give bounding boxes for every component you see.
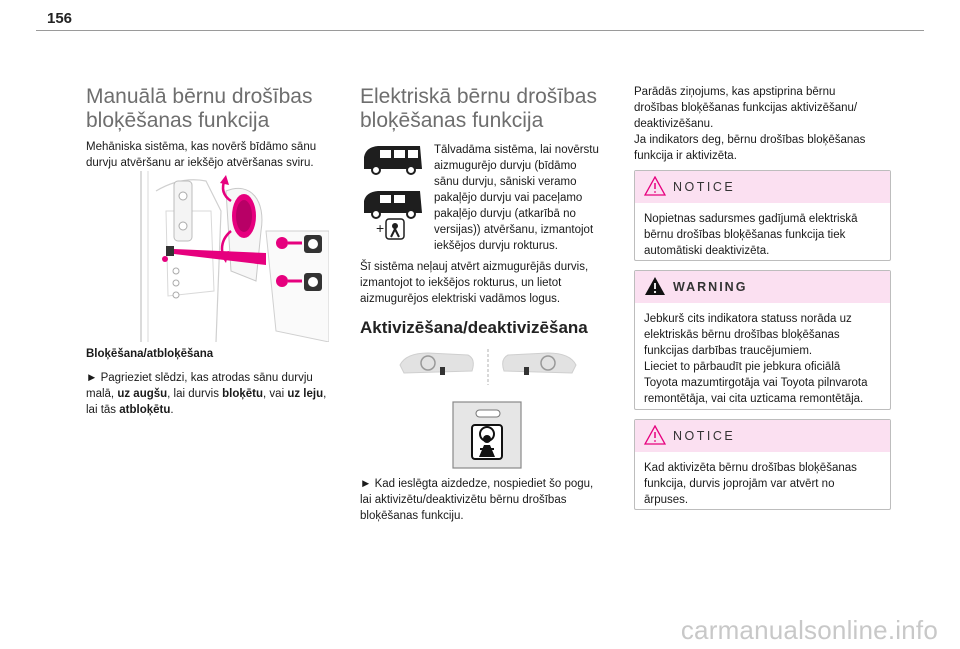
child-lock-button-icon xyxy=(452,401,522,469)
manual-intro: Mehāniska sistēma, kas novērš bīdāmo sānu durvju atvēršanu ar iekšējo atvēršanas sviru. xyxy=(86,141,317,169)
notice-label: NOTICE xyxy=(673,180,736,194)
caution-triangle-icon xyxy=(644,425,666,445)
dashboard-button-illustration xyxy=(398,347,578,387)
caution-triangle-icon xyxy=(644,176,666,196)
van-rear-doors-icon xyxy=(362,143,424,175)
warning-box xyxy=(634,270,891,410)
manual-title: Manuālā bērnu drošības bloķēšanas funkcija xyxy=(86,85,313,132)
activation-section-title: Aktivizēšana/deaktivizēšana xyxy=(360,318,588,337)
notice-box-2 xyxy=(634,419,891,510)
warning-triangle-icon xyxy=(644,276,666,296)
activation-step: ► Kad ieslēgta aizdedze, nospiediet šo pogu, lai aktivizētu/deaktivizētu bērnu drošības bloķēšanas funkciju. xyxy=(360,478,594,522)
warning-text: Jebkurš cits indikatora statuss norāda uz elektriskās bērnu drošības bloķēšanas funkcijas darbības traucējumiem. Lieciet to pārbaudīt pie jebkura oficiālā Toyota mazumtirgotāja vai Toyota pilnvarota remontētāja, vai cita uzticama remontētāja. xyxy=(644,313,868,405)
confirmation-text: Parādās ziņojums, kas apstiprina bērnu drošības bloķēšanas funkcijas aktivizēšanu/ deaktivizēšanu. Ja indikators deg, bērnu drošības bloķēšanas funkcija ir aktivizēta. xyxy=(634,86,866,162)
notice-text: Nopietnas sadursmes gadījumā elektriskā bērnu drošības bloķēšanas funkcija tiek automātiski deaktivizēta. xyxy=(644,213,858,257)
manual-step: ► Pagrieziet slēdzi, kas atrodas sānu durvju malā, uz augšu, lai durvis bloķētu, vai uz leju, lai tās atbloķētu. xyxy=(86,372,327,416)
notice-text: Kad aktivizēta bērnu drošības bloķēšanas funkcija, durvis joprojām var atvērt no ārpuses. xyxy=(644,462,857,506)
electric-paragraph: Šī sistēma neļauj atvērt aizmugurējās durvis, izmantojot to iekšējos rokturus, un lietot aizmugurējos elektriski vadāmos logus. xyxy=(360,261,589,305)
notice-label: NOTICE xyxy=(673,429,736,443)
svg-text:+: + xyxy=(376,220,385,236)
page-number: 156 xyxy=(47,10,73,27)
top-rule xyxy=(36,30,924,31)
lock-unlock-subtitle: Bloķēšana/atbloķēšana xyxy=(86,348,214,360)
watermark: carmanualsonline.info xyxy=(680,615,938,645)
electric-description: Tālvadāma sistēma, lai novērstu aizmugurējo durvju (bīdāmo sānu durvju, sāniski veramo pakaļējo durvju vai paceļamo pakaļējo durvju (atkarībā no versijas)) atvēršanu, izmantojot iekšējos durvju rokturus. xyxy=(434,144,599,252)
electric-title: Elektriskā bērnu drošības bloķēšanas funkcija xyxy=(360,85,597,132)
warning-label: WARNING xyxy=(673,280,748,294)
van-child-lock-icon xyxy=(362,189,424,241)
door-lock-illustration xyxy=(86,171,329,342)
notice-box-1 xyxy=(634,170,891,261)
